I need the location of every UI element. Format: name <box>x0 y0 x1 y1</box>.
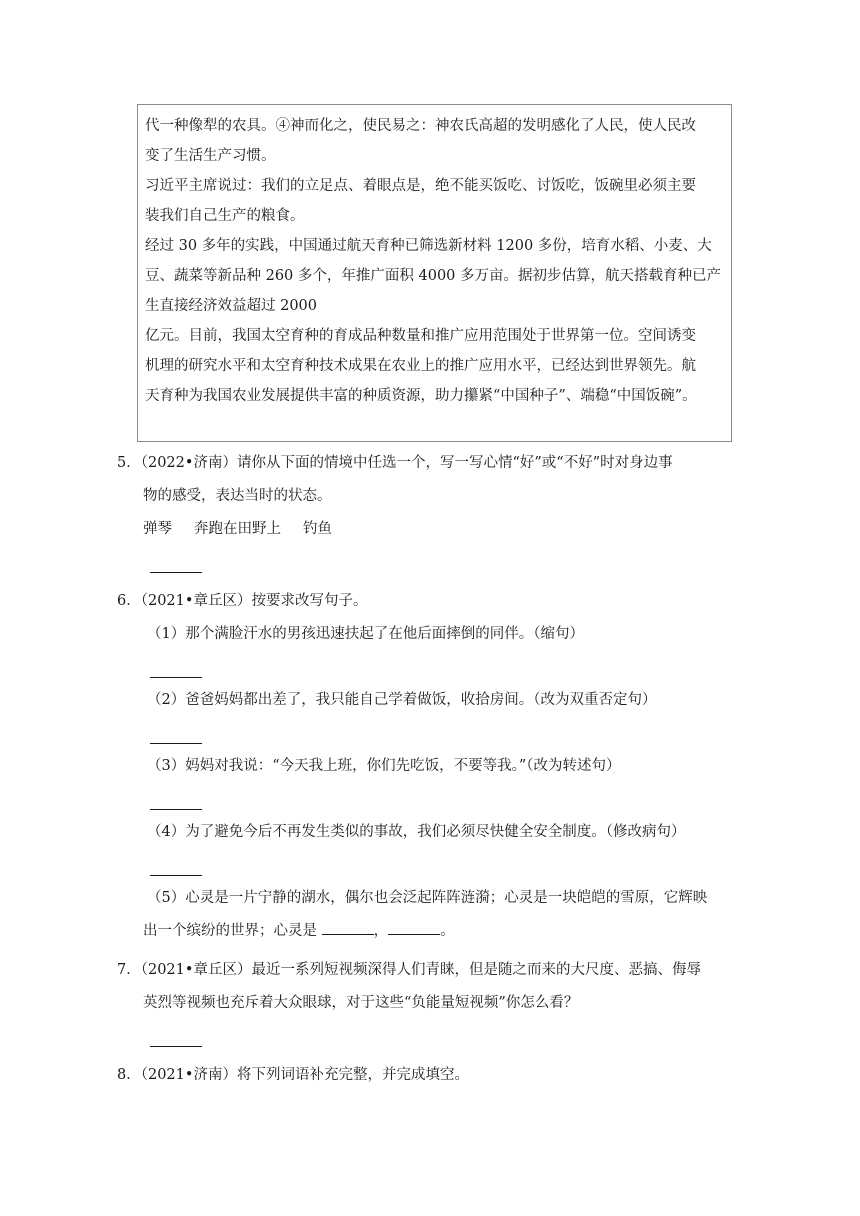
passage-line: 装我们自己生产的粮食。 <box>145 208 305 224</box>
question-7 <box>117 954 737 1053</box>
answer-blank[interactable] <box>150 663 202 678</box>
answer-blank[interactable] <box>150 861 202 876</box>
question-6-item-5-line2 <box>117 915 737 948</box>
question-5-line2: 物的感受，表达当时的状态。 <box>143 488 332 504</box>
question-text: 最近一系列短视频深得人们青睐，但是随之而来的大尺度、恶搞、侮辱 <box>251 962 701 978</box>
answer-blank[interactable] <box>150 558 202 573</box>
passage-line: 代一种像犁的农具。④神而化之，使民易之：神农氏高超的发明感化了人民，使人民改 <box>145 118 696 134</box>
option-running: 奔跑在田野上 <box>194 521 281 537</box>
item-5-text: 出一个缤纷的世界；心灵是 <box>143 923 322 939</box>
question-6-item-3: （3）妈妈对我说：“今天我上班，你们先吃饭，不要等我。”（改为转述句） <box>147 758 621 774</box>
question-number: 6． <box>117 593 141 609</box>
question-text: 将下列词语补充完整，并完成填空。 <box>236 1067 469 1083</box>
question-7-line2: 英烈等视频也充斥着大众眼球，对于这些“负能量短视频”你怎么看？ <box>143 995 579 1011</box>
question-source: （2021•章丘区） <box>140 962 252 978</box>
question-8 <box>117 1059 737 1092</box>
question-8-line1 <box>117 1059 737 1092</box>
passage-line: 习近平主席说过：我们的立足点、着眼点是，绝不能买饭吃、讨饭吃，饭碗里必须主要 <box>145 178 696 194</box>
answer-blank-line <box>117 849 737 882</box>
question-number: 5． <box>117 455 141 471</box>
question-6-stem <box>117 585 737 618</box>
answer-blank-line <box>117 651 737 684</box>
passage-line: 变了生活生产习惯。 <box>145 148 276 164</box>
item-5-comma: ， <box>373 923 389 939</box>
question-7-line1 <box>117 954 737 987</box>
passage-line: 机理的研究水平和太空育种技术成果在农业上的推广应用水平，已经达到世界领先。航 <box>145 358 696 374</box>
answer-blank[interactable] <box>388 920 440 935</box>
passage-line: 生直接经济效益超过 2000 <box>145 298 318 314</box>
question-6-item-4: （4）为了避免今后不再发生类似的事故，我们必须尽快健全安全制度。（修改病句） <box>147 824 686 840</box>
question-6-item-1: （1）那个满脸汗水的男孩迅速扶起了在他后面摔倒的同伴。（缩句） <box>147 626 584 642</box>
answer-blank[interactable] <box>150 795 202 810</box>
question-6 <box>117 585 737 948</box>
question-5 <box>117 447 737 579</box>
question-5-options <box>117 513 737 546</box>
question-5-line1 <box>117 447 737 480</box>
answer-blank[interactable] <box>150 1032 202 1047</box>
answer-blank-line <box>117 1020 737 1053</box>
question-6-item-2: （2）爸爸妈妈都出差了，我只能自己学着做饭，收拾房间。（改为双重否定句） <box>147 692 657 708</box>
passage-line: 经过 30 多年的实践，中国通过航天育种已筛选新材料 1200 多份，培育水稻、小麦、大 <box>145 238 712 254</box>
answer-blank[interactable] <box>150 729 202 744</box>
answer-blank[interactable] <box>322 920 374 935</box>
item-5-period: 。 <box>440 923 455 939</box>
question-source: （2022•济南） <box>140 455 237 471</box>
reading-passage-box <box>137 104 732 442</box>
passage-line: 豆、蔬菜等新品种 260 多个，年推广面积 4000 多万亩。据初步估算，航天搭载育种已产 <box>145 268 722 284</box>
question-text: 按要求改写句子。 <box>251 593 368 609</box>
answer-blank-line <box>117 783 737 816</box>
question-number: 7． <box>117 962 141 978</box>
question-6-item-5-line1: （5）心灵是一片宁静的湖水，偶尔也会泛起阵阵涟漪；心灵是一块皑皑的雪原，它辉映 <box>147 890 708 906</box>
answer-blank-line <box>117 717 737 750</box>
answer-blank-line <box>117 546 737 579</box>
question-source: （2021•济南） <box>140 1067 237 1083</box>
passage-line: 天育种为我国农业发展提供丰富的种质资源，助力攥紧“中国种子”、端稳“中国饭碗”。 <box>145 388 697 404</box>
option-fishing: 钓鱼 <box>303 521 332 537</box>
question-number: 8． <box>117 1067 141 1083</box>
question-text: 请你从下面的情境中任选一个，写一写心情“好”或“不好”时对身边事 <box>236 455 673 471</box>
option-piano: 弹琴 <box>143 521 172 537</box>
passage-line: 亿元。目前，我国太空育种的育成品种数量和推广应用范围处于世界第一位。空间诱变 <box>145 328 696 344</box>
question-source: （2021•章丘区） <box>140 593 252 609</box>
